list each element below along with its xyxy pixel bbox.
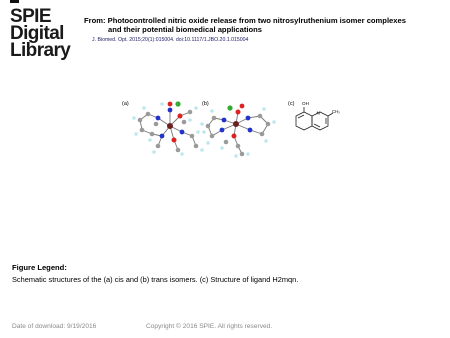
spie-digital-library-logo[interactable] <box>10 8 70 59</box>
logo-line-3: Library <box>10 40 71 61</box>
article-title-line-2: and their potential biomedical applications <box>108 25 263 34</box>
ch3-label: CH₃ <box>332 109 340 114</box>
molecule-a-cis-isomer <box>132 101 204 155</box>
logo-line-1: SPIE <box>10 6 51 27</box>
download-date: Date of download: 9/19/2016 <box>12 323 97 330</box>
article-title <box>84 16 444 34</box>
copyright-notice: Copyright © 2016 SPIE. All rights reserved. <box>146 323 273 330</box>
figure <box>118 96 338 158</box>
logo-line-2: Digital <box>10 23 64 44</box>
panel-label-b: (b) <box>202 101 209 107</box>
n-label: N <box>316 110 320 116</box>
logo-accent-bar <box>10 0 19 3</box>
article-title-line-1: From: Photocontrolled nitric oxide release from two nitrosylruthenium isomer complexes <box>84 16 406 25</box>
article-header <box>84 16 444 43</box>
molecule-b-trans-isomer <box>200 104 276 158</box>
oh-label: OH <box>302 101 309 106</box>
panel-label-a: (a) <box>122 101 129 107</box>
figure-legend-text: Schematic structures of the (a) cis and (b) trans isomers. (c) Structure of ligand H2mqn. <box>12 275 299 284</box>
article-citation[interactable]: J. Biomed. Opt. 2015;20(1):015004. doi:10.1117/1.JBO.20.1.015004 <box>92 37 249 43</box>
figure-legend-heading: Figure Legend: <box>12 263 67 272</box>
figure-svg <box>118 96 338 158</box>
page-footer <box>12 323 273 330</box>
panel-label-c: (c) <box>288 101 295 107</box>
ligand-h2mqn-structure <box>296 101 340 130</box>
